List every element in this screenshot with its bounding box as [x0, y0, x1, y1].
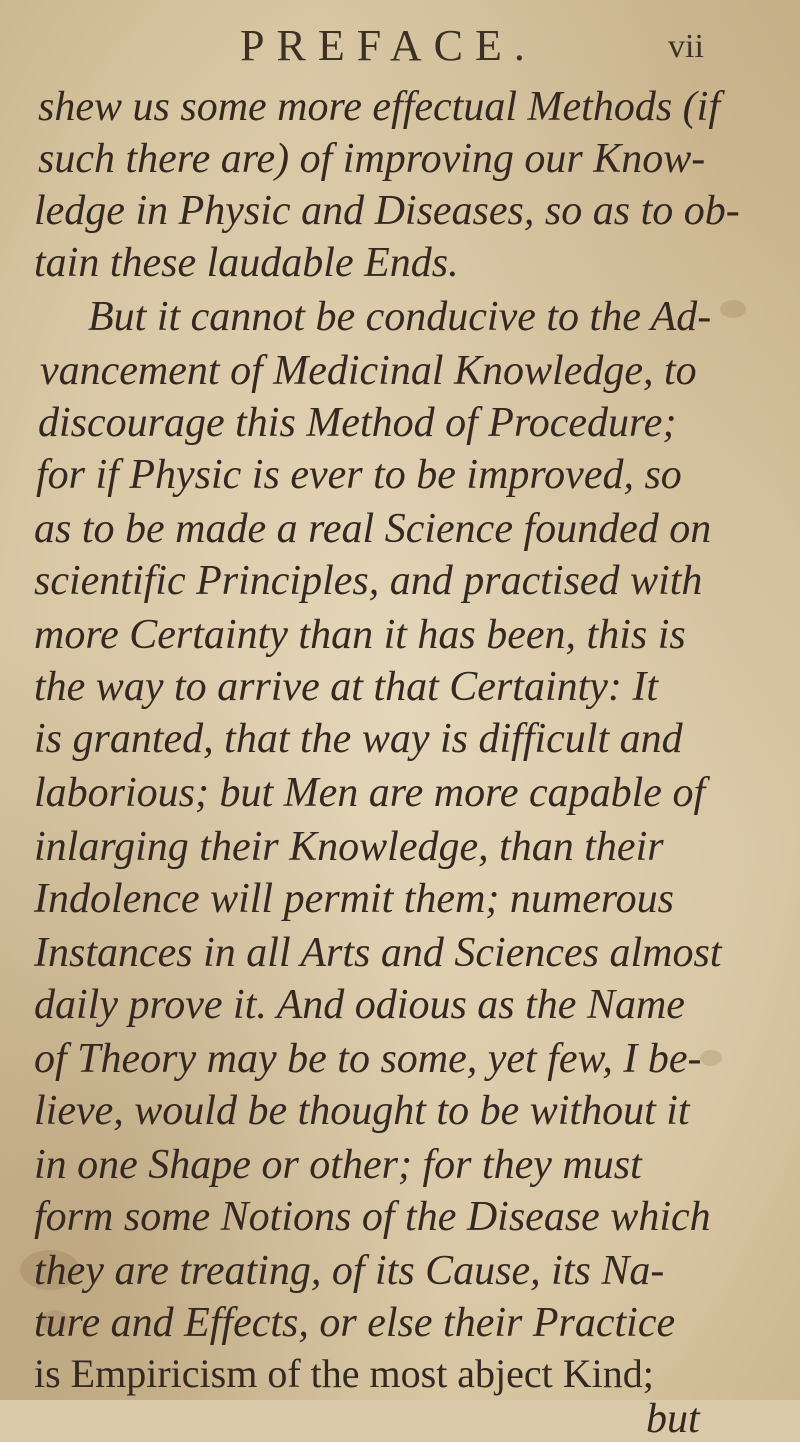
- catchword: but: [646, 1396, 700, 1442]
- text-line: such there are) of improving our Know-: [38, 136, 706, 182]
- text-line: scientific Principles, and practised with: [34, 558, 703, 604]
- text-line: shew us some more effectual Methods (if: [38, 84, 720, 130]
- text-line: Indolence will permit them; numerous: [34, 876, 674, 922]
- text-line: they are treating, of its Cause, its Na-: [34, 1248, 665, 1294]
- page-header: [0, 12, 800, 80]
- text-line: is Empiricism of the most abject Kind;: [34, 1351, 654, 1396]
- body-text: [0, 78, 800, 1442]
- text-line: tain these laudable Ends.: [34, 240, 459, 286]
- text-line: ledge in Physic and Diseases, so as to ob-: [34, 188, 740, 234]
- text-line: inlarging their Knowledge, than their: [34, 824, 664, 870]
- text-line: is granted, that the way is difficult and: [34, 716, 683, 762]
- text-line: ture and Effects, or else their Practice: [34, 1300, 676, 1346]
- text-line: more Certainty than it has been, this is: [34, 612, 686, 658]
- text-line: lieve, would be thought to be without it: [34, 1088, 690, 1134]
- text-line: But it cannot be conducive to the Ad-: [88, 294, 712, 340]
- page-number: vii: [668, 28, 704, 65]
- text-line: for if Physic is ever to be improved, so: [36, 452, 682, 498]
- text-line: daily prove it. And odious as the Name: [34, 982, 685, 1028]
- text-line: as to be made a real Science founded on: [34, 506, 712, 552]
- text-line: Instances in all Arts and Sciences almost: [34, 930, 722, 976]
- text-line: laborious; but Men are more capable of: [34, 770, 706, 816]
- text-line: form some Notions of the Disease which: [34, 1194, 711, 1240]
- text-line: discourage this Method of Procedure;: [38, 400, 677, 446]
- text-line: in one Shape or other; for they must: [34, 1142, 642, 1188]
- text-line: of Theory may be to some, yet few, I be-: [34, 1036, 702, 1082]
- text-line: the way to arrive at that Certainty: It: [34, 664, 659, 710]
- text-line: vancement of Medicinal Knowledge, to: [40, 348, 697, 394]
- running-head: PREFACE.: [240, 21, 537, 70]
